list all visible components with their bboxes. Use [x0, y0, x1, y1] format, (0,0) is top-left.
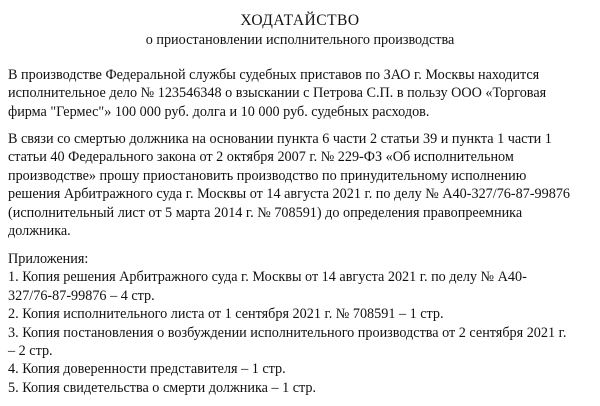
paragraph-request: [8, 130, 598, 240]
list-item: 2. Копия исполнительного листа от 1 сентября 2021 г. № 708591 – 1 стр.: [8, 306, 444, 323]
text-line: (исполнительный лист от 5 марта 2014 г. № 708591) до определения правопреемника: [8, 204, 523, 221]
list-item: 3. Копия постановления о возбуждении исполнительного производства от 2 сентября 2021 г.: [8, 324, 567, 341]
attachments-heading: Приложения:: [8, 251, 89, 267]
list-item: – 2 стр.: [8, 343, 53, 360]
text-line: статьи 40 Федерального закона от 2 октября 2007 г. № 229-ФЗ «Об исполнительном: [8, 149, 514, 166]
text-line: В связи со смертью должника на основании пункта 6 части 2 статьи 39 и пункта 1 части 1: [8, 131, 552, 147]
text-line: исполнительное дело № 123546348 о взыскании с Петрова С.П. в пользу ООО «Торговая: [8, 85, 547, 102]
list-item: 5. Копия свидетельства о смерти должника – 1 стр.: [8, 379, 317, 396]
text-line: решения Арбитражного суда г. Москвы от 14 августа 2021 г. по делу № А40-327/76-87-99876: [8, 186, 571, 203]
text-line: должника.: [8, 223, 71, 240]
text-line: фирма "Гермес"» 100 000 руб. долга и 10 000 руб. судебных расходов.: [8, 103, 430, 120]
list-item: 1. Копия решения Арбитражного суда г. Москвы от 14 августа 2021 г. по делу № А40-: [8, 269, 527, 286]
attachments-list: [8, 250, 598, 397]
paragraph-case-info: [8, 66, 598, 121]
document-subtitle: о приостановлении исполнительного производства: [145, 32, 455, 48]
document-title: ХОДАТАЙСТВО: [240, 12, 360, 29]
text-line: производстве» прошу приостановить производство по принудительному исполнению: [8, 167, 527, 184]
text-line: В производстве Федеральной службы судебных приставов по ЗАО г. Москвы находится: [8, 67, 540, 83]
list-item: 4. Копия доверенности представителя – 1 стр.: [8, 361, 286, 378]
list-item: 327/76-87-99876 – 4 стр.: [8, 287, 155, 304]
